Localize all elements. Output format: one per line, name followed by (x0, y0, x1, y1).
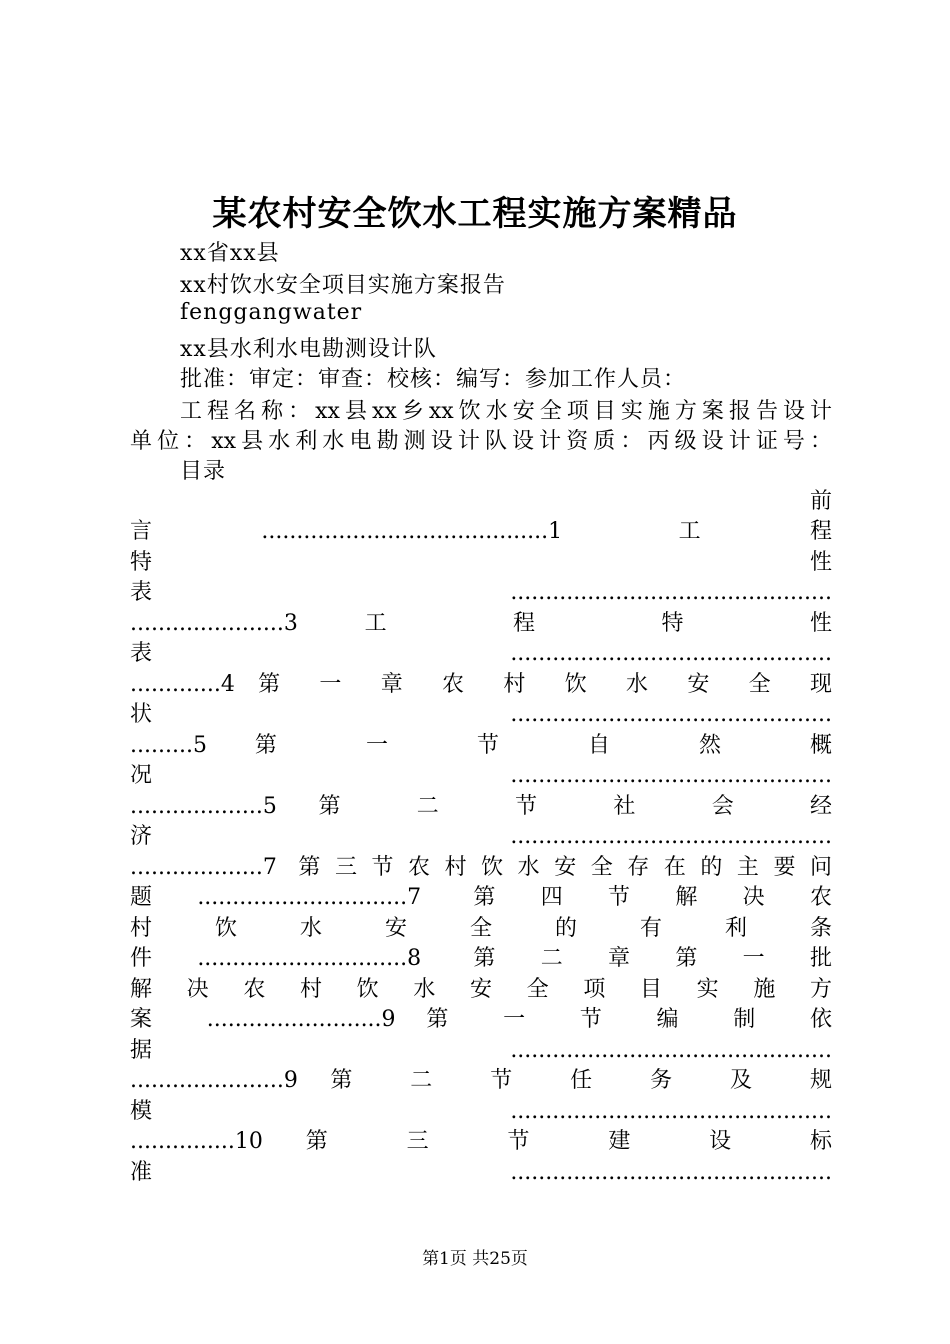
toc-line: ...................7 第三节农村饮水安全存在的主要问 (130, 855, 832, 880)
header-line-report: xx村饮水安全项目实施方案报告 (180, 273, 506, 298)
project-info-line-1: 工程名称：xx县xx乡xx饮水安全项目实施方案报告设计 (180, 399, 832, 424)
toc-line: 前 (809, 489, 832, 514)
toc-line: ...................5 第 二 节 社 会 经 (130, 794, 832, 819)
toc-line: ...............10 第 三 节 建 设 标 (130, 1129, 832, 1154)
toc-line: 特 性 (130, 550, 832, 575)
toc-line: 村 饮 水 安 全 的 有 利 条 (130, 916, 832, 941)
toc-line: 表.............................................. (130, 580, 832, 605)
toc-line: 准.............................................. (130, 1160, 832, 1185)
toc-line: ......................3 工 程 特 性 (130, 611, 832, 636)
toc-line: 解 决 农 村 饮 水 安 全 项 目 实 施 方 (130, 977, 832, 1002)
toc-line: 表.............................................. (130, 641, 832, 666)
toc-line: .............4 第 一 章 农 村 饮 水 安 全 现 (130, 672, 832, 697)
toc-line: 言.........................................1 工程 (130, 519, 832, 544)
toc-line: 案 .........................9 第 一 节 编 制 依 (130, 1007, 832, 1032)
header-line-design-team: xx县水利水电勘测设计队 (180, 337, 437, 362)
header-line-approvals: 批准：审定：审查：校核：编写：参加工作人员： (180, 367, 687, 392)
toc-line: .........5 第 一 节 自 然 概 (130, 733, 832, 758)
page-footer: 第1页 共25页 (422, 1249, 528, 1269)
toc-line: ......................9 第 二 节 任 务 及 规 (130, 1068, 832, 1093)
toc-line: 状.............................................. (130, 702, 832, 727)
toc-heading: 目录 (180, 459, 227, 484)
toc-line: 据.............................................. (130, 1038, 832, 1063)
toc-line: 济.............................................. (130, 824, 832, 849)
toc-line: 件..............................8 第二章第一批 (130, 946, 832, 971)
toc-line: 况.............................................. (130, 763, 832, 788)
project-info-line-2: 单位：xx县水利水电勘测设计队设计资质：丙级设计证号： (130, 429, 832, 454)
header-line-watermark: fenggangwater (180, 300, 363, 325)
toc-line: 模.............................................. (130, 1099, 832, 1124)
header-line-province: xx省xx县 (180, 241, 280, 266)
toc-line: 题..............................7 第四节解决农 (130, 885, 832, 910)
document-title: 某农村安全饮水工程实施方案精品 (212, 194, 738, 234)
